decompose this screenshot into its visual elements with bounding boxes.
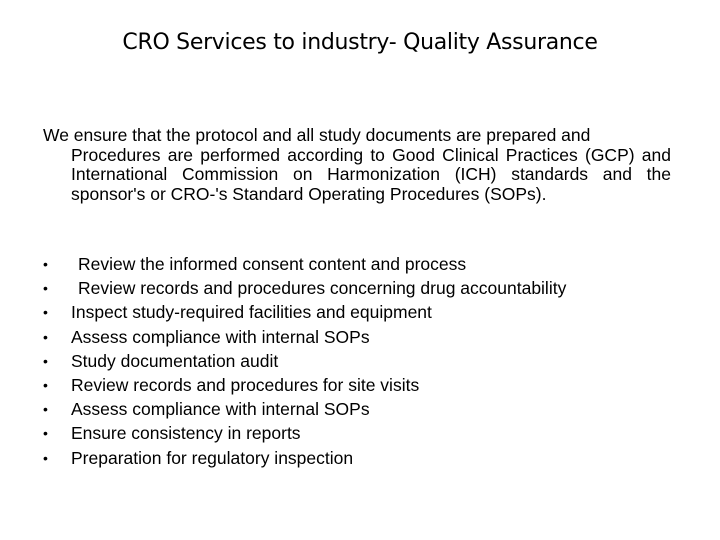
bullet-text: Ensure consistency in reports (71, 423, 301, 444)
bullet-text: Assess compliance with internal SOPs (71, 326, 370, 347)
bullet-item-sop-compliance (43, 325, 683, 349)
bullet-item-informed-consent (43, 252, 683, 276)
bullet-item-report-consistency (43, 421, 683, 445)
bullet-text: Review records and procedures concerning drug accountability (78, 278, 567, 299)
bullet-icon: • (43, 425, 48, 442)
bullet-icon: • (43, 280, 48, 297)
bullet-icon: • (43, 449, 48, 466)
bullet-item-documentation-audit (43, 349, 683, 373)
bullet-icon: • (43, 352, 48, 369)
bullet-icon: • (43, 401, 48, 418)
bullet-icon: • (43, 256, 48, 272)
intro-continuation: Procedures are performed according to Good Clinical Practices (GCP) and International Commission on Harmonization (ICH) standards and the sponsor's or CRO-'s Standard Operating Procedures (SOPs). (71, 144, 671, 204)
slide-title: CRO Services to industry- Quality Assurance (122, 30, 598, 55)
intro-paragraph (43, 126, 671, 204)
bullet-list (43, 252, 683, 470)
intro-first-line: We ensure that the protocol and all study documents are prepared and (43, 125, 591, 145)
bullet-item-facilities (43, 300, 683, 324)
bullet-text: Assess compliance with internal SOPs (71, 399, 370, 420)
bullet-text: Preparation for regulatory inspection (71, 447, 354, 468)
bullet-icon: • (43, 376, 48, 393)
bullet-icon: • (43, 328, 48, 345)
bullet-item-site-visits (43, 373, 683, 397)
bullet-item-regulatory-inspection (43, 446, 683, 470)
bullet-text: Review records and procedures for site visits (71, 374, 420, 395)
bullet-text: Review the informed consent content and process (78, 254, 467, 274)
bullet-text: Study documentation audit (71, 350, 279, 371)
bullet-text: Inspect study-required facilities and equipment (71, 302, 432, 323)
bullet-item-sop-compliance-2 (43, 397, 683, 421)
bullet-item-drug-accountability (43, 276, 683, 300)
bullet-icon: • (43, 304, 48, 321)
